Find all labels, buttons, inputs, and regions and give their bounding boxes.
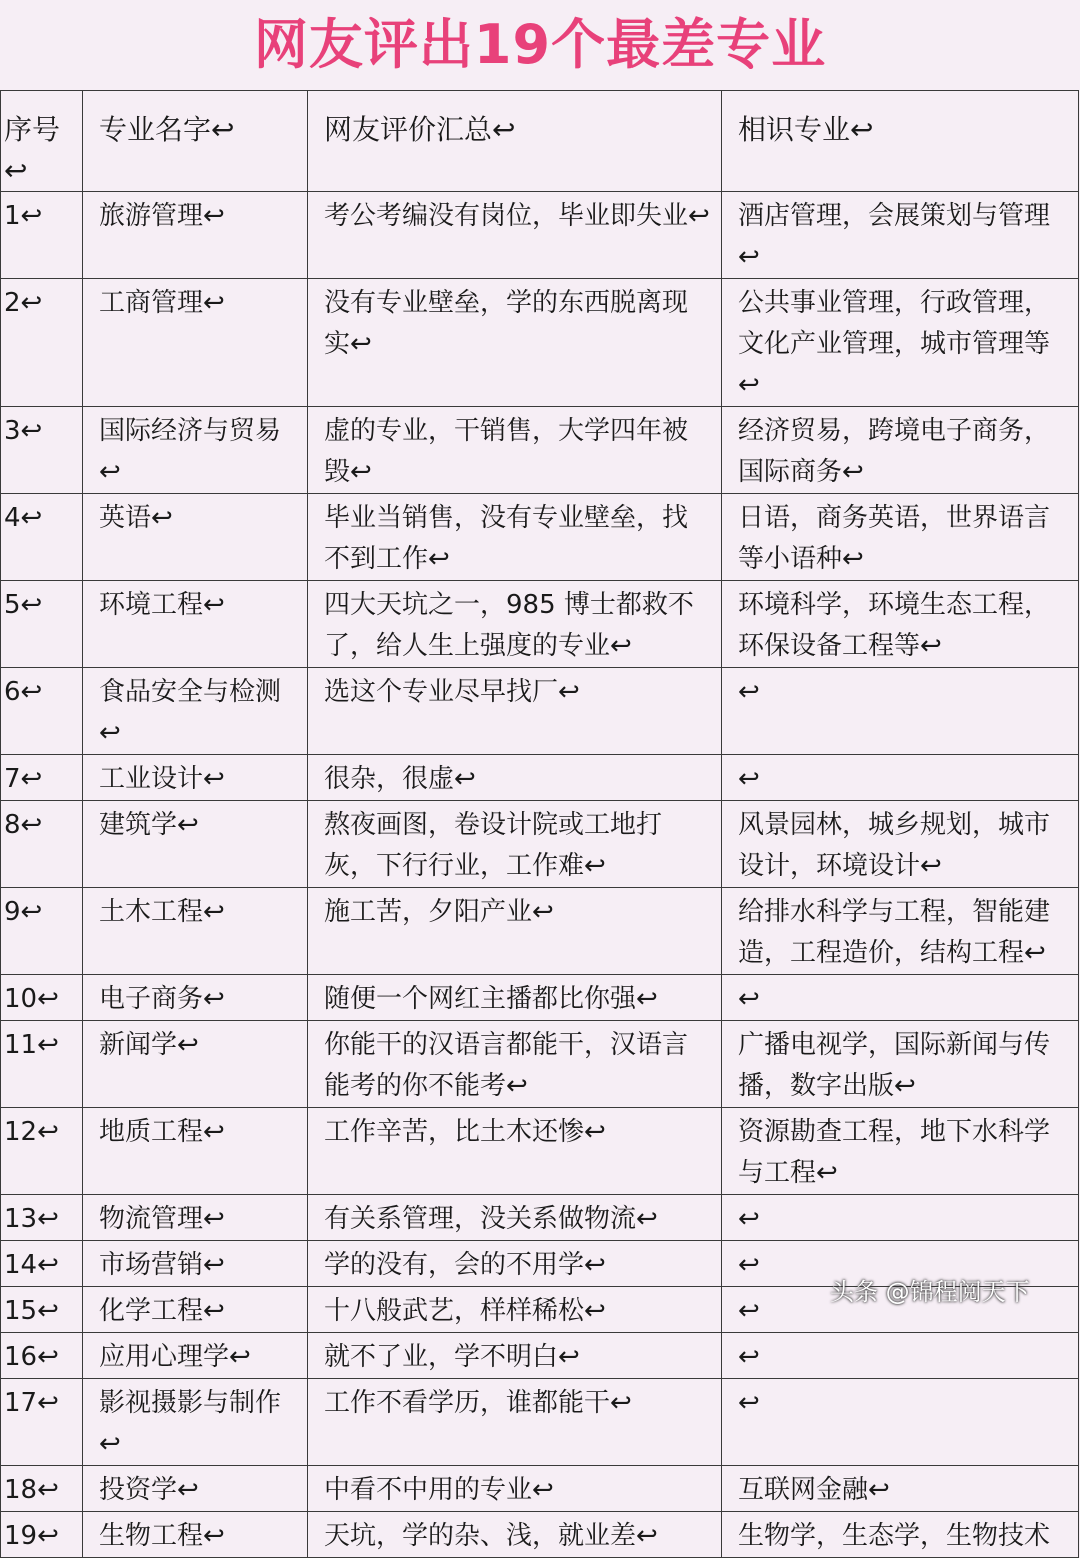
col-related-cell: 经济贸易，跨境电子商务，国际商务↩ (722, 407, 1079, 494)
page-title: 网友评出19个最差专业 (253, 13, 827, 76)
col-related-cell: 环境科学，环境生态工程，环保设备工程等↩ (722, 581, 1079, 668)
col-related-cell: ↩ (722, 975, 1079, 1021)
col-index-cell: 17↩ (1, 1379, 83, 1466)
table-row (1, 1379, 1079, 1466)
col-major-cell: 电子商务↩ (83, 975, 308, 1021)
table-row (1, 1512, 1079, 1558)
col-related-cell: ↩ (722, 755, 1079, 801)
col-major-cell: 工业设计↩ (83, 755, 308, 801)
col-comment-cell: 工作不看学历，谁都能干↩ (308, 1379, 722, 1466)
col-comment-cell: 就不了业，学不明白↩ (308, 1333, 722, 1379)
col-major-header: 专业名字↩ (83, 91, 308, 192)
col-comment-cell: 你能干的汉语言都能干，汉语言能考的你不能考↩ (308, 1021, 722, 1108)
col-major-cell: 土木工程↩ (83, 888, 308, 975)
majors-table (0, 90, 1079, 1558)
col-index-cell: 10↩ (1, 975, 83, 1021)
col-related-cell: 公共事业管理，行政管理，文化产业管理，城市管理等↩ (722, 279, 1079, 407)
table-row (1, 407, 1079, 494)
col-comment-cell: 十八般武艺，样样稀松↩ (308, 1287, 722, 1333)
col-major-cell: 物流管理↩ (83, 1195, 308, 1241)
col-index-header: 序号↩ (1, 91, 83, 192)
col-index-cell: 9↩ (1, 888, 83, 975)
table-row (1, 668, 1079, 755)
col-index-cell: 19↩ (1, 1512, 83, 1558)
col-related-cell: 广播电视学，国际新闻与传播，数字出版↩ (722, 1021, 1079, 1108)
col-index-cell: 2↩ (1, 279, 83, 407)
col-comment-cell: 工作辛苦，比土木还惨↩ (308, 1108, 722, 1195)
col-index-cell: 5↩ (1, 581, 83, 668)
table-row (1, 1333, 1079, 1379)
col-related-cell: 风景园林，城乡规划，城市设计，环境设计↩ (722, 801, 1079, 888)
col-index-cell: 18↩ (1, 1466, 83, 1512)
col-major-cell: 影视摄影与制作↩ (83, 1379, 308, 1466)
table-row (1, 279, 1079, 407)
col-major-cell: 国际经济与贸易↩ (83, 407, 308, 494)
col-comment-cell: 天坑，学的杂、浅，就业差↩ (308, 1512, 722, 1558)
col-index-cell: 12↩ (1, 1108, 83, 1195)
col-comment-cell: 有关系管理，没关系做物流↩ (308, 1195, 722, 1241)
col-index-cell: 7↩ (1, 755, 83, 801)
col-major-cell: 应用心理学↩ (83, 1333, 308, 1379)
table-row (1, 801, 1079, 888)
col-major-cell: 化学工程↩ (83, 1287, 308, 1333)
col-related-cell: ↩ (722, 1333, 1079, 1379)
col-index-cell: 15↩ (1, 1287, 83, 1333)
watermark: 头条 @锦程阅天下 (830, 1278, 1030, 1306)
col-comment-cell: 施工苦，夕阳产业↩ (308, 888, 722, 975)
table-row (1, 888, 1079, 975)
col-related-cell: 给排水科学与工程，智能建造，工程造价，结构工程↩ (722, 888, 1079, 975)
col-related-cell: ↩ (722, 668, 1079, 755)
col-comment-cell: 四大天坑之一，985 博士都救不了，给人生上强度的专业↩ (308, 581, 722, 668)
col-comment-cell: 选这个专业尽早找厂↩ (308, 668, 722, 755)
table-row (1, 1021, 1079, 1108)
col-comment-cell: 中看不中用的专业↩ (308, 1466, 722, 1512)
table-row (1, 494, 1079, 581)
col-index-cell: 1↩ (1, 192, 83, 279)
table-row (1, 581, 1079, 668)
col-major-cell: 旅游管理↩ (83, 192, 308, 279)
table-row (1, 1195, 1079, 1241)
col-major-cell: 工商管理↩ (83, 279, 308, 407)
table-row (1, 1466, 1079, 1512)
col-index-cell: 11↩ (1, 1021, 83, 1108)
col-related-cell: 日语，商务英语，世界语言等小语种↩ (722, 494, 1079, 581)
col-major-cell: 食品安全与检测↩ (83, 668, 308, 755)
col-major-cell: 投资学↩ (83, 1466, 308, 1512)
col-comment-cell: 虚的专业，干销售，大学四年被毁↩ (308, 407, 722, 494)
col-related-cell: ↩ (722, 1195, 1079, 1241)
col-comment-cell: 很杂，很虚↩ (308, 755, 722, 801)
col-comment-cell: 随便一个网红主播都比你强↩ (308, 975, 722, 1021)
col-related-cell: ↩ (722, 1287, 1079, 1333)
col-related-cell: 资源勘查工程，地下水科学与工程↩ (722, 1108, 1079, 1195)
col-index-cell: 16↩ (1, 1333, 83, 1379)
col-related-header: 相识专业↩ (722, 91, 1079, 192)
table-row (1, 975, 1079, 1021)
col-related-cell: 互联网金融↩ (722, 1466, 1079, 1512)
col-index-cell: 13↩ (1, 1195, 83, 1241)
col-comment-cell: 毕业当销售，没有专业壁垒，找不到工作↩ (308, 494, 722, 581)
col-comment-cell: 熬夜画图，卷设计院或工地打灰，下行行业，工作难↩ (308, 801, 722, 888)
col-index-cell: 4↩ (1, 494, 83, 581)
col-related-cell: 酒店管理，会展策划与管理↩ (722, 192, 1079, 279)
col-major-cell: 建筑学↩ (83, 801, 308, 888)
table-row (1, 192, 1079, 279)
col-index-cell: 8↩ (1, 801, 83, 888)
col-comment-cell: 学的没有，会的不用学↩ (308, 1241, 722, 1287)
col-comment-header: 网友评价汇总↩ (308, 91, 722, 192)
col-comment-cell: 没有专业壁垒，学的东西脱离现实↩ (308, 279, 722, 407)
col-major-cell: 环境工程↩ (83, 581, 308, 668)
col-major-cell: 市场营销↩ (83, 1241, 308, 1287)
col-related-cell: ↩ (722, 1241, 1079, 1287)
col-index-cell: 14↩ (1, 1241, 83, 1287)
col-major-cell: 新闻学↩ (83, 1021, 308, 1108)
table-header (1, 91, 1079, 192)
col-related-cell: 生物学，生态学，生物技术 (722, 1512, 1079, 1558)
col-major-cell: 生物工程↩ (83, 1512, 308, 1558)
col-related-cell: ↩ (722, 1379, 1079, 1466)
col-index-cell: 3↩ (1, 407, 83, 494)
col-major-cell: 英语↩ (83, 494, 308, 581)
table-row (1, 1108, 1079, 1195)
col-index-cell: 6↩ (1, 668, 83, 755)
table-row (1, 755, 1079, 801)
col-major-cell: 地质工程↩ (83, 1108, 308, 1195)
col-comment-cell: 考公考编没有岗位，毕业即失业↩ (308, 192, 722, 279)
